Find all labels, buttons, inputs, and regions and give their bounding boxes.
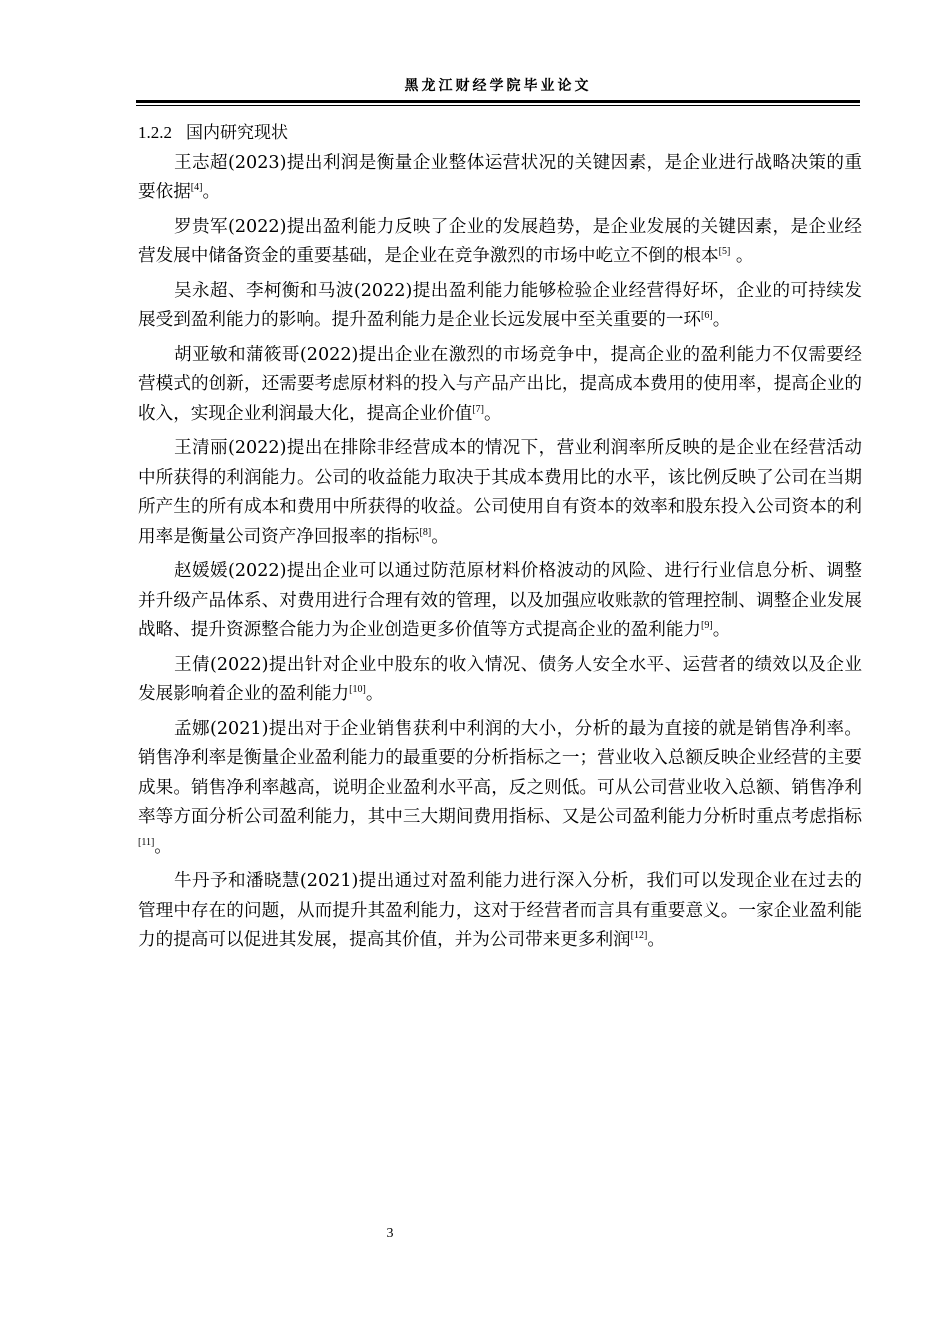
paragraph-3: 吴永超、李柯衡和马波(2022)提出盈利能力能够检验企业经营得好坏，企业的可持续发展受到盈利能力的影响。提升盈利能力是企业长远发展中至关重要的一环[6]。 bbox=[138, 280, 862, 330]
paragraph-1: 王志超(2023)提出利润是衡量企业整体运营状况的关键因素，是企业进行战略决策的重要依据[4]。 bbox=[138, 152, 862, 202]
citation-ref[interactable]: [7] bbox=[472, 403, 484, 415]
citation-ref[interactable]: [4] bbox=[190, 182, 203, 194]
citation-ref[interactable]: [9] bbox=[701, 620, 713, 632]
paragraph-8: 孟娜(2021)提出对于企业销售获利中利润的大小，分析的最为直接的就是销售净利率。销售净利率是衡量企业盈利能力的最重要的分析指标之一；营业收入总额反映企业经营的主要成果。销售净利率越高，说明企业盈利水平高，反之则低。可从公司营业收入总额、销售净利率等方面分析公司盈利能力，其中三大期间费用指标、又是公司盈利能力分析时重点考虑指标[11]。 bbox=[138, 718, 862, 857]
citation-ref[interactable]: [8] bbox=[419, 526, 432, 538]
page-number: 3 bbox=[386, 1226, 394, 1241]
running-header: 黑龙江财经学院毕业论文 bbox=[404, 78, 592, 94]
page-body bbox=[138, 118, 862, 961]
paragraph-5: 王清丽(2022)提出在排除非经营成本的情况下，营业利润率所反映的是企业在经营活动中所获得的利润能力。公司的收益能力取决于其成本费用比的水平，该比例反映了公司在当期所产生的所有成本和费用中所获得的收益。公司使用自有资本的效率和股东投入公司资本的利用率是衡量公司资产净回报率的指标[8]。 bbox=[138, 438, 862, 547]
paragraph-9: 牛丹予和潘晓慧(2021)提出通过对盈利能力进行深入分析，我们可以发现企业在过去的管理中存在的问题，从而提升其盈利能力，这对于经营者而言具有重要意义。一家企业盈利能力的提高可以促进其发展，提高其价值，并为公司带来更多利润[12]。 bbox=[138, 871, 862, 950]
paragraph-7: 王倩(2022)提出针对企业中股东的收入情况、债务人安全水平、运营者的绩效以及企业发展影响着企业的盈利能力[10]。 bbox=[138, 654, 862, 704]
paragraph-2: 罗贵军(2022)提出盈利能力反映了企业的发展趋势，是企业发展的关键因素，是企业经营发展中储备资金的重要基础，是企业在竞争激烈的市场中屹立不倒的根本[5] 。 bbox=[138, 216, 862, 266]
citation-ref[interactable]: [12] bbox=[630, 930, 648, 942]
citation-ref[interactable]: [5] bbox=[718, 246, 731, 258]
section-number: 1.2.2 bbox=[138, 123, 172, 142]
section-heading bbox=[138, 118, 862, 149]
citation-ref[interactable]: [6] bbox=[701, 310, 713, 322]
citation-ref[interactable]: [11] bbox=[138, 836, 155, 848]
paragraph-4: 胡亚敏和蒲筱哥(2022)提出企业在激烈的市场竞争中，提高企业的盈利能力不仅需要经营模式的创新，还需要考虑原材料的投入与产品产出比，提高成本费用的使用率，提高企业的收入，实现企业利润最大化，提高企业价值[7]。 bbox=[138, 344, 862, 424]
header-rule-thin bbox=[136, 105, 860, 106]
header-rule-thick bbox=[136, 100, 860, 103]
paragraph-6: 赵媛媛(2022)提出企业可以通过防范原材料价格波动的风险、进行行业信息分析、调整并升级产品体系、对费用进行合理有效的管理，以及加强应收账款的管理控制、调整企业发展战略、提升资源整合能力为企业创造更多价值等方式提高企业的盈利能力[9]。 bbox=[138, 561, 862, 640]
citation-ref[interactable]: [10] bbox=[349, 684, 366, 696]
section-title: 国内研究现状 bbox=[186, 123, 288, 143]
